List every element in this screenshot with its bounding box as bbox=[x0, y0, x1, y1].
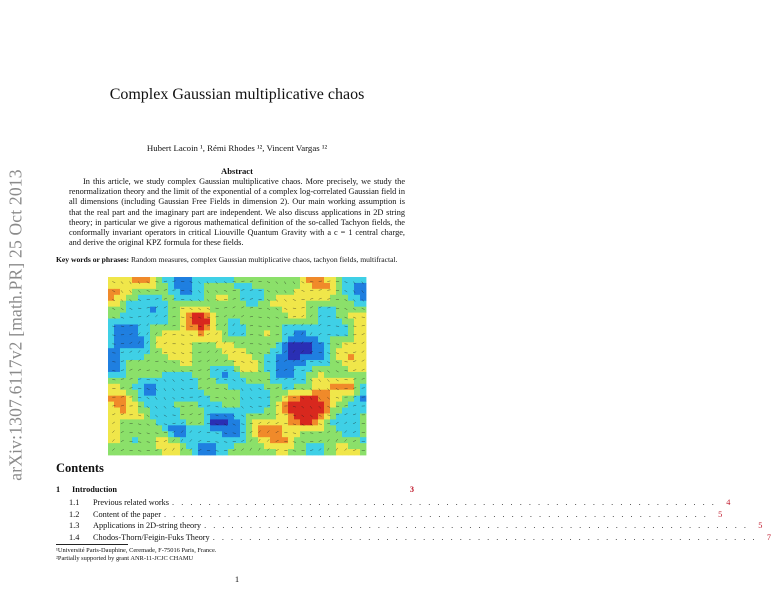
arxiv-stamp bbox=[2, 150, 30, 500]
toc-entry-title[interactable]: Content of the paper bbox=[93, 509, 161, 519]
toc-entry-title[interactable]: Introduction bbox=[72, 485, 118, 494]
page-number: 1 bbox=[234, 574, 240, 584]
toc-entry-number: 1 bbox=[56, 485, 61, 494]
toc-leader-dots bbox=[120, 484, 400, 495]
toc-entry[interactable] bbox=[56, 509, 723, 520]
toc-leader-dots: . . . . . . . . . . . . . . . . . . . . . . . . . . . . . . . . . . . . . . . . . . . . . . . . . . . . . . . . . . . . bbox=[163, 509, 709, 519]
toc-entry[interactable] bbox=[56, 497, 731, 508]
footnote-rule bbox=[56, 544, 128, 545]
contents-heading: Contents bbox=[56, 461, 104, 475]
chaos-field-figure bbox=[108, 277, 366, 455]
toc-entry-page[interactable]: 5 bbox=[758, 521, 763, 531]
toc-entry-number: 1.3 bbox=[69, 521, 80, 531]
toc-leader-dots: . . . . . . . . . . . . . . . . . . . . . . . . . . . . . . . . . . . . . . . . . . . . . . . . . . . . . . . . . . . . bbox=[212, 532, 758, 542]
toc-entry-page[interactable]: 5 bbox=[718, 509, 723, 519]
table-of-contents bbox=[56, 484, 771, 543]
footnote-1: ¹Université Paris-Dauphine, Ceremade, F-75016 Paris, France. bbox=[56, 547, 217, 554]
toc-entry[interactable] bbox=[56, 520, 763, 531]
keywords-label: Key words or phrases: bbox=[56, 255, 130, 264]
footnote-2: ²Partially supported by grant ANR-11-JCJC CHAMU bbox=[56, 555, 194, 563]
toc-entry-number: 1.1 bbox=[69, 498, 80, 508]
toc-entry-title[interactable]: Applications in 2D-string theory bbox=[93, 521, 202, 531]
toc-entry[interactable] bbox=[56, 484, 414, 495]
chaos-field-image bbox=[108, 277, 366, 455]
abstract-text: In this article, we study complex Gaussian multiplicative chaos. More precisely, we study the renormalization theory and the limit of the exponential of a complex log-correlated Gaussian field in all dimensions (including Gaussian Free Fields in dimension 2). Our main working assumption is that the real part and the imaginary part are independent. We also discuss applications in 2D string theory; in particular we give a rigorous mathematical definition of the so-called Tachyon fields, the conformally invariant operators in critical Liouville Quantum Gravity with a c = 1 central charge, and derive the original KPZ formula for these fields. bbox=[69, 177, 405, 248]
toc-leader-dots: . . . . . . . . . . . . . . . . . . . . . . . . . . . . . . . . . . . . . . . . . . . . . . . . . . . . . . . . . . . . bbox=[204, 521, 749, 531]
toc-leader-dots: . . . . . . . . . . . . . . . . . . . . . . . . . . . . . . . . . . . . . . . . . . . . . . . . . . . . . . . . . . . . bbox=[172, 498, 717, 508]
toc-entry-page[interactable]: 7 bbox=[766, 532, 771, 542]
keywords-text: Random measures, complex Gaussian multiplicative chaos, tachyon fields, multifractal. bbox=[130, 255, 398, 264]
toc-entry-page[interactable]: 3 bbox=[409, 485, 414, 494]
toc-entry-title[interactable]: Chodos-Thorn/Feigin-Fuks Theory bbox=[93, 532, 210, 542]
toc-entry-number: 1.4 bbox=[69, 532, 80, 542]
toc-entry-title[interactable]: Previous related works bbox=[93, 498, 170, 508]
abstract-heading: Abstract bbox=[221, 166, 253, 176]
paper-title: Complex Gaussian multiplicative chaos bbox=[109, 86, 365, 103]
author-list: Hubert Lacoin ¹, Rémi Rhodes ¹², Vincent Vargas ¹² bbox=[146, 143, 328, 153]
keywords bbox=[56, 255, 418, 265]
arxiv-stamp-text: arXiv:1307.6117v2 [math.PR] 25 Oct 2013 bbox=[5, 169, 26, 481]
footnotes bbox=[56, 547, 416, 564]
toc-entry[interactable] bbox=[56, 532, 771, 543]
field-cells bbox=[108, 277, 366, 455]
toc-entry-page[interactable]: 4 bbox=[726, 498, 731, 508]
toc-entry-number: 1.2 bbox=[69, 509, 80, 519]
